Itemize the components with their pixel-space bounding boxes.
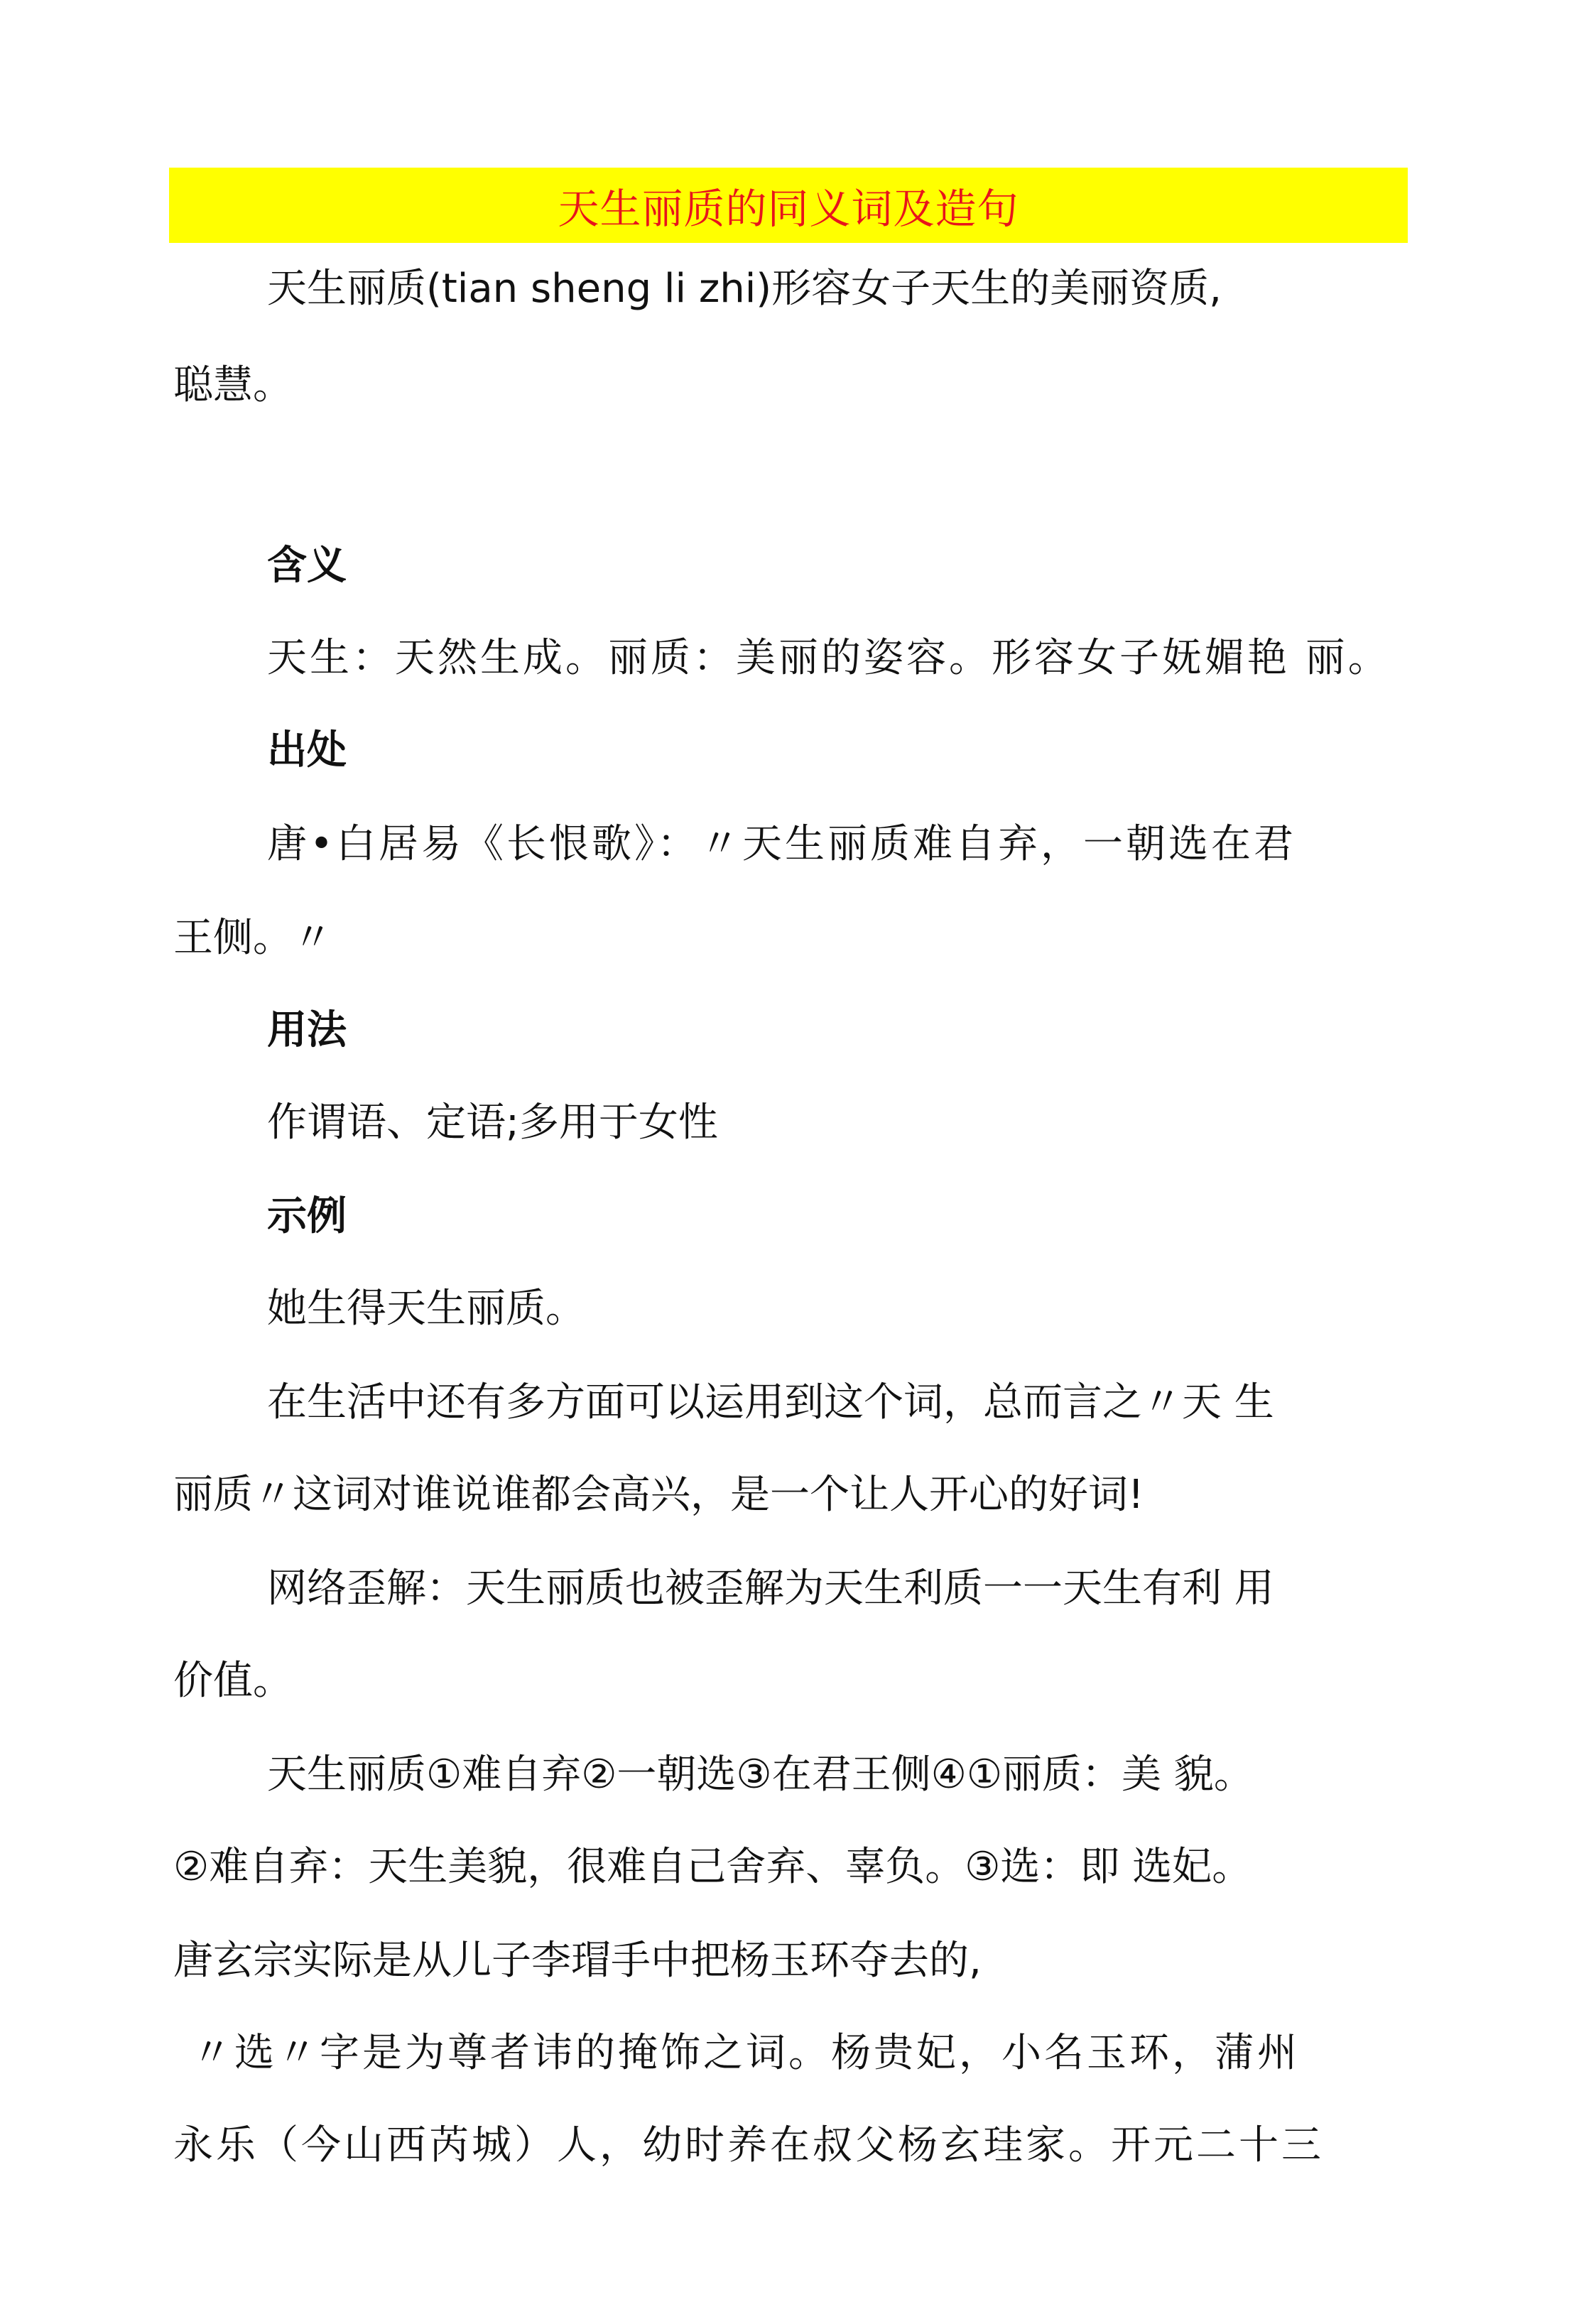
paragraph-line: 永乐（今山西芮城）人，幼时养在叔父杨玄珪家。开元二十三 [173,2122,1324,2168]
paragraph-line: 〃选〃字是为尊者讳的掩饰之词。杨贵妃，小名玉环，蒲州 [192,2030,1300,2076]
paragraph-line: 唐•白居易《长恨歌》：〃天生丽质难自弃，一朝选在君 [267,821,1297,867]
section-heading-usage: 用法 [267,1007,347,1053]
paragraph-line: 天生丽质①难自弃②一朝选③在君王侧④①丽质：美 貌。 [267,1752,1254,1798]
paragraph-line: ②难自弃：天生美貌，很难自己舍弃、辜负。③选：即 选妃。 [173,1844,1252,1890]
paragraph-line: 天生：天然生成。丽质：美丽的姿容。形容女子妩媚艳 丽。 [267,635,1391,681]
section-heading-example: 示例 [267,1193,347,1239]
paragraph-line: 价值。 [173,1658,293,1704]
paragraph-line: 在生活中还有多方面可以运用到这个词，总而言之〃天 生 [267,1379,1274,1426]
paragraph-line: 她生得天生丽质。 [267,1286,585,1332]
paragraph-line: 聪慧。 [173,362,293,408]
document-title: 天生丽质的同义词及造句 [558,185,1019,233]
paragraph-line: 作谓语、定语;多用于女性 [267,1099,718,1146]
section-heading-source: 出处 [267,727,347,773]
section-heading-meaning: 含义 [267,543,347,589]
paragraph-line: 唐玄宗实际是从儿子李瑁手中把杨玉环夺去的, [173,1938,982,1984]
paragraph-line: 丽质〃这词对谁说谁都会高兴，是一个让人开心的好词! [173,1472,1144,1518]
paragraph-line: 王侧。〃 [173,915,332,961]
paragraph-line: 网络歪解：天生丽质也被歪解为天生利质一一天生有利 用 [267,1565,1274,1612]
title-banner [169,168,1408,243]
paragraph-line: 天生丽质(tian sheng li zhi)形容女子天生的美丽资质, [267,266,1222,312]
